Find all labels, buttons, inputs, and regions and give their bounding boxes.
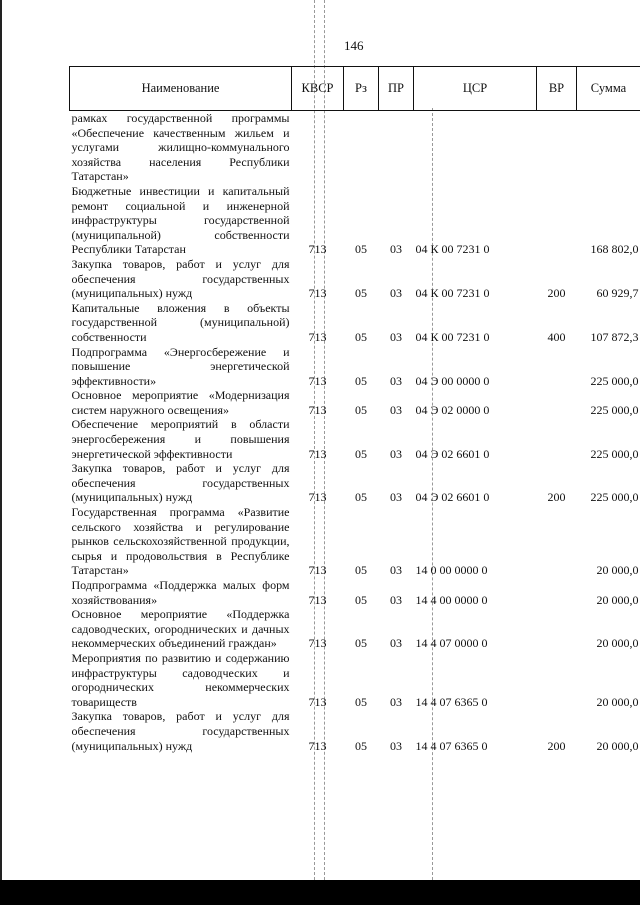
row-vr: 200 — [547, 738, 566, 753]
row-csr: 04 К 00 7231 0 — [415, 329, 490, 344]
row-sum: 60 929,7 — [596, 286, 639, 301]
row-csr: 14 0 00 0000 0 — [415, 563, 488, 578]
row-vr — [537, 578, 577, 607]
row-name: Основное мероприятие «Модернизация систем наружного освещения» — [71, 388, 290, 417]
row-pr: 03 — [390, 402, 402, 417]
row-rz — [344, 111, 379, 184]
row-pr: 03 — [390, 563, 402, 578]
row-vr — [537, 388, 577, 417]
row-sum: 168 802,0 — [590, 242, 639, 257]
row-sum: 225 000,0 — [590, 446, 639, 461]
row-vr — [537, 184, 577, 257]
row-pr: 03 — [390, 738, 402, 753]
row-sum: 20 000,0 — [596, 636, 639, 651]
row-kvsr: 713 — [308, 592, 327, 607]
table-row — [70, 709, 640, 753]
row-kvsr: 713 — [308, 329, 327, 344]
row-csr: 04 К 00 7231 0 — [415, 242, 490, 257]
row-kvsr: 713 — [308, 563, 327, 578]
row-sum: 20 000,0 — [596, 694, 639, 709]
page-number: 146 — [344, 38, 364, 53]
row-rz: 05 — [355, 592, 367, 607]
row-pr: 03 — [390, 373, 402, 388]
row-rz: 05 — [355, 286, 367, 301]
row-pr: 03 — [390, 636, 402, 651]
row-vr — [537, 505, 577, 578]
scan-bottom-band — [0, 880, 640, 905]
row-sum: 225 000,0 — [590, 373, 639, 388]
row-name: Закупка товаров, работ и услуг для обеспечения государственных (муниципальных) нужд — [71, 709, 290, 753]
table-row — [70, 301, 640, 345]
row-name: Капитальные вложения в объекты государственной (муниципальной) собственности — [71, 300, 290, 344]
budget-table — [69, 66, 640, 753]
row-vr — [537, 345, 577, 389]
row-sum: 20 000,0 — [596, 563, 639, 578]
row-vr: 200 — [547, 286, 566, 301]
row-csr: 04 Э 02 6601 0 — [415, 490, 490, 505]
row-rz: 05 — [355, 490, 367, 505]
table-row — [70, 345, 640, 389]
row-rz: 05 — [355, 402, 367, 417]
row-kvsr: 713 — [308, 242, 327, 257]
row-rz: 05 — [355, 694, 367, 709]
row-sum: 225 000,0 — [590, 402, 639, 417]
row-csr: 14 4 07 0000 0 — [415, 636, 488, 651]
row-pr: 03 — [390, 490, 402, 505]
row-csr: 04 Э 00 0000 0 — [415, 373, 490, 388]
row-name: Бюджетные инвестиции и капитальный ремонт социальной и инженерной инфраструктуры государственной (муниципальной) собственности Республики Татарстан — [71, 183, 290, 257]
row-rz: 05 — [355, 738, 367, 753]
row-sum: 107 872,3 — [590, 329, 639, 344]
row-rz: 05 — [355, 563, 367, 578]
row-name: Основное мероприятие «Поддержка садоводческих, огороднических и дачных некоммерческих объединений граждан» — [71, 607, 290, 651]
row-rz: 05 — [355, 636, 367, 651]
header-name: Наименование — [70, 67, 292, 111]
row-name: Закупка товаров, работ и услуг для обеспечения государственных (муниципальных) нужд — [71, 461, 290, 505]
row-rz: 05 — [355, 446, 367, 461]
row-vr — [537, 607, 577, 651]
header-vr: ВР — [537, 67, 577, 111]
scan-left-edge — [0, 0, 2, 880]
row-sum — [577, 111, 640, 184]
row-sum: 20 000,0 — [596, 738, 639, 753]
header-sum: Сумма — [577, 67, 640, 111]
row-csr: 04 Э 02 6601 0 — [415, 446, 490, 461]
row-sum: 225 000,0 — [590, 490, 639, 505]
table-row — [70, 578, 640, 607]
row-kvsr: 713 — [308, 636, 327, 651]
row-pr: 03 — [390, 592, 402, 607]
row-name: Государственная программа «Развитие сельского хозяйства и регулирование рынков сельскохозяйственной продукции, сырья и продовольствия в Республике Татарстан» — [71, 505, 290, 578]
table-row — [70, 388, 640, 417]
row-kvsr: 713 — [308, 402, 327, 417]
row-pr: 03 — [390, 694, 402, 709]
row-vr — [537, 417, 577, 461]
row-vr — [537, 111, 577, 184]
table-row — [70, 417, 640, 461]
row-csr: 14 4 07 6365 0 — [415, 694, 488, 709]
header-pr: ПР — [379, 67, 414, 111]
row-rz: 05 — [355, 329, 367, 344]
row-vr: 400 — [547, 329, 566, 344]
table-row — [70, 257, 640, 301]
row-name: рамках государственной программы «Обеспечение качественным жильем и услугами жилищно-коммунального хозяйства населения Республики Татарстан» — [71, 111, 290, 184]
table-row — [70, 111, 640, 184]
row-name: Мероприятия по развитию и содержанию инфраструктуры садоводческих и огороднических некоммерческих товариществ — [71, 650, 290, 709]
row-csr: 04 К 00 7231 0 — [415, 286, 490, 301]
row-rz: 05 — [355, 373, 367, 388]
row-kvsr: 713 — [308, 490, 327, 505]
row-kvsr: 713 — [308, 373, 327, 388]
row-csr — [414, 111, 537, 184]
row-pr — [379, 111, 414, 184]
table-header — [70, 67, 640, 111]
header-rz: Рз — [344, 67, 379, 111]
row-name: Закупка товаров, работ и услуг для обеспечения государственных (муниципальных) нужд — [71, 256, 290, 301]
row-kvsr: 713 — [308, 738, 327, 753]
row-kvsr: 713 — [308, 694, 327, 709]
table-body — [70, 111, 640, 754]
row-vr: 200 — [547, 490, 566, 505]
row-kvsr: 713 — [308, 286, 327, 301]
row-pr: 03 — [390, 286, 402, 301]
table-row — [70, 651, 640, 709]
header-kvsr: КВСР — [292, 67, 344, 111]
row-name: Обеспечение мероприятий в области энергосбережения и повышения энергетической эффективности — [71, 417, 290, 461]
row-csr: 04 Э 02 0000 0 — [415, 402, 490, 417]
row-pr: 03 — [390, 242, 402, 257]
row-pr: 03 — [390, 446, 402, 461]
row-name: Подпрограмма «Энергосбережение и повышение энергетической эффективности» — [71, 344, 290, 388]
row-pr: 03 — [390, 329, 402, 344]
table-row — [70, 607, 640, 651]
row-csr: 14 4 00 0000 0 — [415, 592, 488, 607]
row-name: Подпрограмма «Поддержка малых форм хозяйствования» — [71, 578, 290, 607]
row-csr: 14 4 07 6365 0 — [415, 738, 488, 753]
table-row — [70, 505, 640, 578]
row-sum: 20 000,0 — [596, 592, 639, 607]
table-row — [70, 184, 640, 257]
table-row — [70, 461, 640, 505]
header-csr: ЦСР — [414, 67, 537, 111]
row-rz: 05 — [355, 242, 367, 257]
row-kvsr — [292, 111, 344, 184]
row-vr — [537, 651, 577, 709]
row-kvsr: 713 — [308, 446, 327, 461]
